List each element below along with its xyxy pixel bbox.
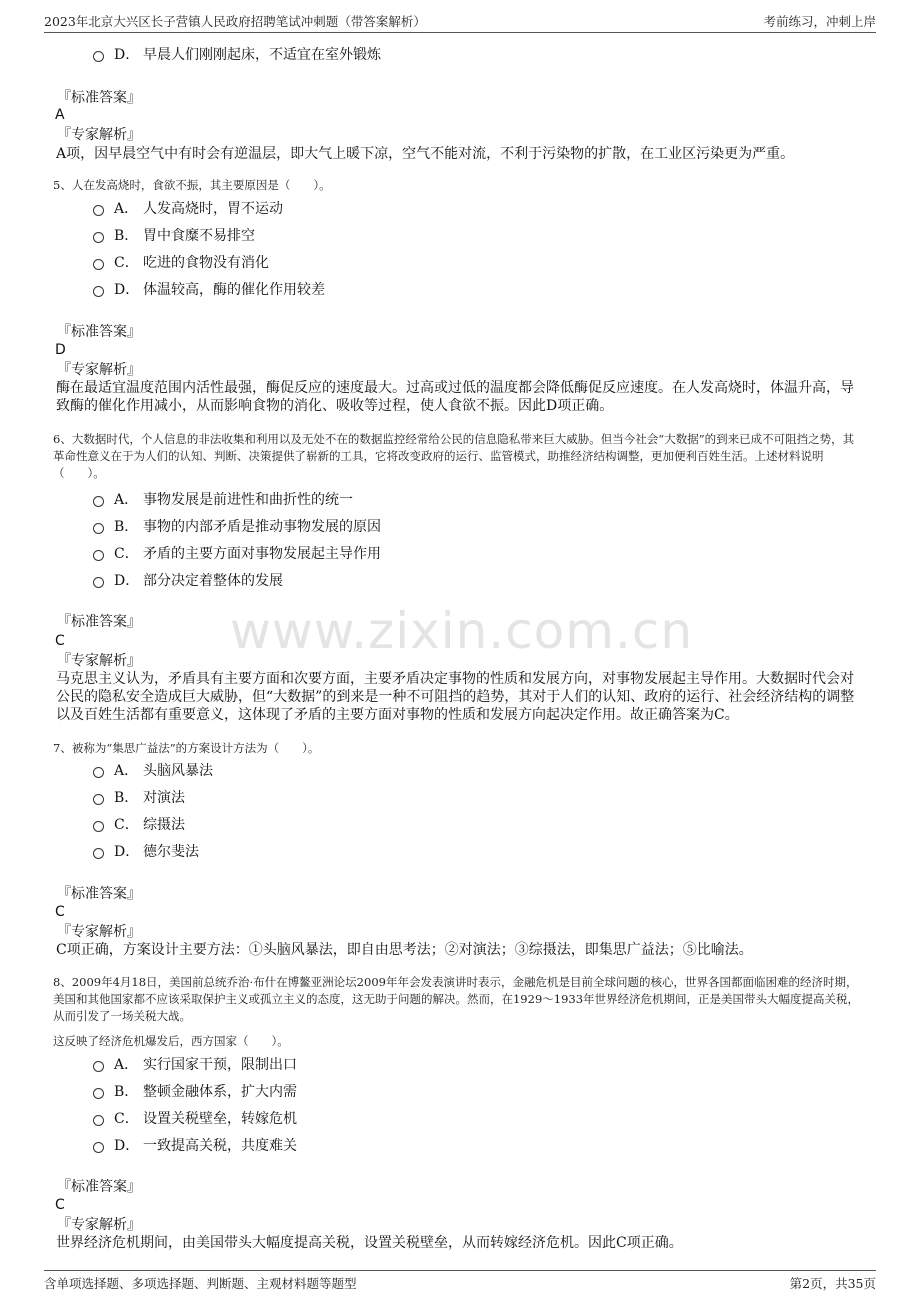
q8-stem-question: 这反映了经济危机爆发后，西方国家（ ）。 bbox=[53, 1034, 289, 1048]
option-letter: D． bbox=[114, 573, 140, 589]
q7-analysis-label: 『专家解析』 bbox=[57, 924, 141, 940]
radio-icon[interactable] bbox=[93, 821, 104, 832]
q4-answer-label: 『标准答案』 bbox=[57, 90, 141, 106]
option-letter: D． bbox=[114, 47, 140, 63]
q6-analysis-label: 『专家解析』 bbox=[57, 653, 141, 669]
document-title: 2023年北京大兴区长子营镇人民政府招聘笔试冲刺题（带答案解析） bbox=[44, 14, 426, 29]
option-letter: B． bbox=[114, 228, 139, 244]
radio-icon[interactable] bbox=[93, 767, 104, 778]
radio-icon[interactable] bbox=[93, 794, 104, 805]
q7-analysis: C项正确，方案设计主要方法：①头脑风暴法，即自由思考法；②对演法；③综摄法，即集思广益法；⑤比喻法。 bbox=[56, 942, 753, 958]
q6-stem: 6、大数据时代，个人信息的非法收集和利用以及无处不在的数据监控经常给公民的信息隐私带来巨大威胁。但当今社会“大数据”的到来已成不可阻挡之势，其革命性意义在于为人们的认知、判断、决策提供了崭新的工具，它将改变政府的运行、监管模式，助推经济结构调整，更加便利百姓生活。上述材料说明（ ）。 bbox=[53, 432, 855, 480]
option-letter: C． bbox=[114, 255, 139, 271]
option-text: 部分决定着整体的发展 bbox=[143, 573, 283, 589]
radio-icon[interactable] bbox=[93, 496, 104, 507]
q4-answer: A bbox=[55, 107, 65, 123]
option-text: 事物发展是前进性和曲折性的统一 bbox=[143, 492, 353, 508]
radio-icon[interactable] bbox=[93, 1142, 104, 1153]
page-header bbox=[44, 10, 876, 33]
option-letter: A． bbox=[114, 763, 139, 779]
q4-analysis-label: 『专家解析』 bbox=[57, 127, 141, 143]
radio-icon[interactable] bbox=[93, 523, 104, 534]
option-letter: A． bbox=[114, 1057, 139, 1073]
q4-analysis: A项，因早晨空气中有时会有逆温层，即大气上暖下凉，空气不能对流，不利于污染物的扩散，在工业区污染更为严重。 bbox=[56, 146, 795, 162]
option-text: 矛盾的主要方面对事物发展起主导作用 bbox=[143, 546, 381, 562]
radio-icon[interactable] bbox=[93, 232, 104, 243]
option-letter: A． bbox=[114, 201, 139, 217]
option-letter: D． bbox=[114, 1138, 140, 1154]
option-letter: C． bbox=[114, 1111, 139, 1127]
radio-icon[interactable] bbox=[93, 577, 104, 588]
option-text: 头脑风暴法 bbox=[143, 763, 213, 779]
option-letter: B． bbox=[114, 1084, 139, 1100]
radio-icon[interactable] bbox=[93, 205, 104, 216]
option-text: 整顿金融体系，扩大内需 bbox=[143, 1084, 297, 1100]
page-footer bbox=[44, 1270, 876, 1295]
radio-icon[interactable] bbox=[93, 1088, 104, 1099]
q5-answer-label: 『标准答案』 bbox=[57, 324, 141, 340]
radio-icon[interactable] bbox=[93, 1115, 104, 1126]
option-letter: B． bbox=[114, 790, 139, 806]
q5-analysis: 酶在最适宜温度范围内活性最强，酶促反应的速度最大。过高或过低的温度都会降低酶促反应速度。在人发高烧时，体温升高，导致酶的催化作用减小，从而影响食物的消化、吸收等过程，使人食欲不振。因此D项正确。 bbox=[56, 380, 854, 414]
q5-answer: D bbox=[55, 342, 66, 358]
option-text: 一致提高关税，共度难关 bbox=[143, 1138, 297, 1154]
q8-answer: C bbox=[55, 1197, 65, 1213]
q8-analysis-label: 『专家解析』 bbox=[57, 1217, 141, 1233]
watermark: www.zixin.com.cn bbox=[230, 602, 694, 660]
q7-stem: 7、被称为“集思广益法”的方案设计方法为（ ）。 bbox=[53, 741, 320, 755]
page-number: 第2页，共35页 bbox=[789, 1276, 876, 1291]
q6-analysis: 马克思主义认为，矛盾具有主要方面和次要方面，主要矛盾决定事物的性质和发展方向，对事物发展起主导作用。大数据时代会对公民的隐私安全造成巨大威胁，但“大数据”的到来是一种不可阻挡的趋势，其对于人们的认知、政府的运行、社会经济结构的调整以及百姓生活都有重要意义，这体现了矛盾的主要方面对事物的性质和发展方向起决定作用。故正确答案为C。 bbox=[56, 671, 855, 723]
option-letter: C． bbox=[114, 817, 139, 833]
q5-stem: 5、人在发高烧时，食欲不振，其主要原因是（ ）。 bbox=[53, 178, 331, 192]
option-text: 吃进的食物没有消化 bbox=[143, 255, 269, 271]
option-text: 事物的内部矛盾是推动事物发展的原因 bbox=[143, 519, 381, 535]
option-text: 德尔斐法 bbox=[143, 844, 199, 860]
option-text: 早晨人们刚刚起床，不适宜在室外锻炼 bbox=[143, 47, 381, 63]
option-letter: A． bbox=[114, 492, 139, 508]
q8-analysis: 世界经济危机期间，由美国带头大幅度提高关税，设置关税壁垒，从而转嫁经济危机。因此C项正确。 bbox=[56, 1235, 683, 1251]
option-text: 实行国家干预，限制出口 bbox=[143, 1057, 297, 1073]
q6-answer-label: 『标准答案』 bbox=[57, 614, 141, 630]
q7-answer: C bbox=[55, 904, 65, 920]
option-text: 人发高烧时，胃不运动 bbox=[143, 201, 283, 217]
q5-analysis-label: 『专家解析』 bbox=[57, 362, 141, 378]
option-text: 综摄法 bbox=[143, 817, 185, 833]
question-types-note: 含单项选择题、多项选择题、判断题、主观材料题等题型 bbox=[44, 1276, 357, 1291]
q8-answer-label: 『标准答案』 bbox=[57, 1179, 141, 1195]
option-text: 体温较高，酶的催化作用较差 bbox=[143, 282, 325, 298]
radio-icon[interactable] bbox=[93, 51, 104, 62]
option-text: 设置关税壁垒，转嫁危机 bbox=[143, 1111, 297, 1127]
option-letter: D． bbox=[114, 282, 140, 298]
radio-icon[interactable] bbox=[93, 550, 104, 561]
radio-icon[interactable] bbox=[93, 1061, 104, 1072]
option-letter: C． bbox=[114, 546, 139, 562]
option-letter: D． bbox=[114, 844, 140, 860]
q7-answer-label: 『标准答案』 bbox=[57, 886, 141, 902]
option-text: 胃中食糜不易排空 bbox=[143, 228, 255, 244]
q8-stem: 8、2009年4月18日，美国前总统乔治·布什在博鳌亚洲论坛2009年年会发表演讲时表示，金融危机是目前全球问题的核心，世界各国都面临困难的经济时期，美国和其他国家都不应该采取保护主义或孤立主义的态度，这无助于问题的解决。然而，在1929～1933年世界经济危机期间，正是美国带头大幅度提高关税，从而引发了一场关税大战。 bbox=[53, 975, 860, 1023]
radio-icon[interactable] bbox=[93, 286, 104, 297]
header-slogan: 考前练习，冲刺上岸 bbox=[763, 14, 876, 29]
radio-icon[interactable] bbox=[93, 259, 104, 270]
radio-icon[interactable] bbox=[93, 848, 104, 859]
q6-answer: C bbox=[55, 633, 65, 649]
option-text: 对演法 bbox=[143, 790, 185, 806]
option-letter: B． bbox=[114, 519, 139, 535]
